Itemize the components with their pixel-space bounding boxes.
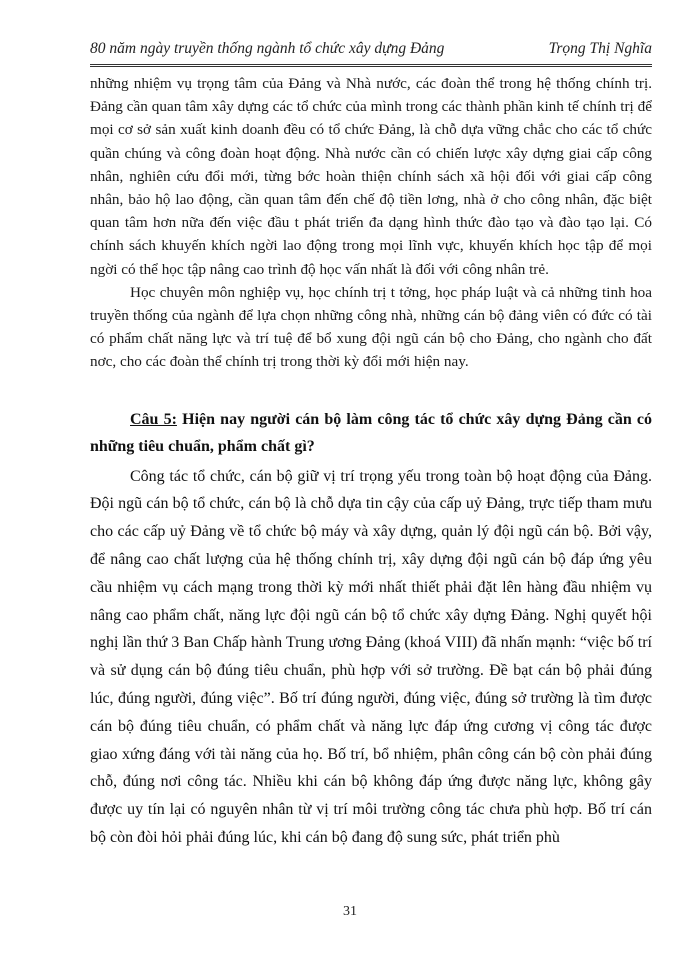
header-author: Trọng Thị Nghĩa <box>548 40 652 57</box>
question-label: Câu 5: <box>130 410 177 428</box>
page-header <box>90 38 652 67</box>
paragraph-1: những nhiệm vụ trọng tâm của Đảng và Nhà nước, các đoàn thể trong hệ thống chính trị. Đảng cần quan tâm xây dựng các tổ chức của mình trong các thành phần kinh tế chính trị để mọi cơ sở sản xuất kinh doanh đều có tổ chức Đảng, là chỗ dựa vững chắc cho các tổ chức quần chúng và công đoàn hoạt động. Nhà nước cần có chiến lược xây dựng giai cấp công nhân, nghiên cứu đổi mới, từng bớc hoàn thiện chính sách xã hội đối với giai cấp công nhân, bảo hộ lao động, cần quan tâm đến chế độ tiền lơng, nhà ở cho công nhân, đặc biệt quan tâm hơn nữa đến việc đầu t phát triển đa dạng hình thức đào tạo và đào tạo lại. Có chính sách khuyến khích ngời lao động trong mọi lĩnh vực, khuyến khích học tập để mọi ngời có thể học tập nâng cao trình độ học vấn nhất là đối với công nhân trẻ. <box>90 75 652 278</box>
header-title: 80 năm ngày truyền thống ngành tổ chức xây dựng Đảng <box>90 40 445 57</box>
question-heading <box>90 406 652 460</box>
answer-paragraph: Công tác tổ chức, cán bộ giữ vị trí trọng yếu trong toàn bộ hoạt động của Đảng. Đội ngũ cán bộ tổ chức, cán bộ là chỗ dựa tin cậy của cấp uỷ Đảng, trực tiếp tham mưu cho các cấp uỷ Đảng về tổ chức bộ máy và xây dựng, quản lý đội ngũ cán bộ. Bởi vậy, để nâng cao chất lượng của hệ thống chính trị, xây dựng đội ngũ cán bộ đáp ứng yêu cầu nhiệm vụ cách mạng trong thời kỳ mới nhất thiết phải đặt lên hàng đầu nhiệm vụ nâng cao phẩm chất, năng lực đội ngũ cán bộ tổ chức xây dựng Đảng. Nghị quyết hội nghị lần thứ 3 Ban Chấp hành Trung ương Đảng (khoá VIII) đã nhấn mạnh: “việc bố trí và sử dụng cán bộ đúng tiêu chuẩn, phù hợp với sở trường. Đề bạt cán bộ phải đúng lúc, đúng người, đúng việc”. Bố trí đúng người, đúng việc, đúng sở trường là tìm được cán bộ đúng tiêu chuẩn, có phẩm chất và năng lực đáp ứng cương vị công tác được giao xứng đáng với tài năng của họ. Bố trí, bổ nhiệm, phân công cán bộ còn phải đúng chỗ, đúng nơi công tác. Nhiều khi cán bộ không đáp ứng được năng lực, không gây được uy tín lại có nguyên nhân từ vị trí môi trường công tác chưa phù hợp. Bố trí cán bộ còn đòi hỏi phải đúng lúc, khi cán bộ đang độ sung sức, phát triển phù <box>90 467 652 846</box>
page-number: 31 <box>343 904 357 919</box>
document-body <box>90 72 652 852</box>
question-text: Hiện nay người cán bộ làm công tác tổ chức xây dựng Đảng cần có những tiêu chuẩn, phẩm chất gì? <box>90 410 653 455</box>
paragraph-2: Học chuyên môn nghiệp vụ, học chính trị t tởng, học pháp luật và cả những tinh hoa truyền thống của ngành để lựa chọn những công nhà, những cán bộ đảng viên có đức có tài có phẩm chất năng lực và trí tuệ để bổ xung đội ngũ cán bộ cho Đảng, cho ngành cho đất nơc, cho các đoàn thể chính trị trong thời kỳ đổi mới hiện nay. <box>90 283 652 371</box>
